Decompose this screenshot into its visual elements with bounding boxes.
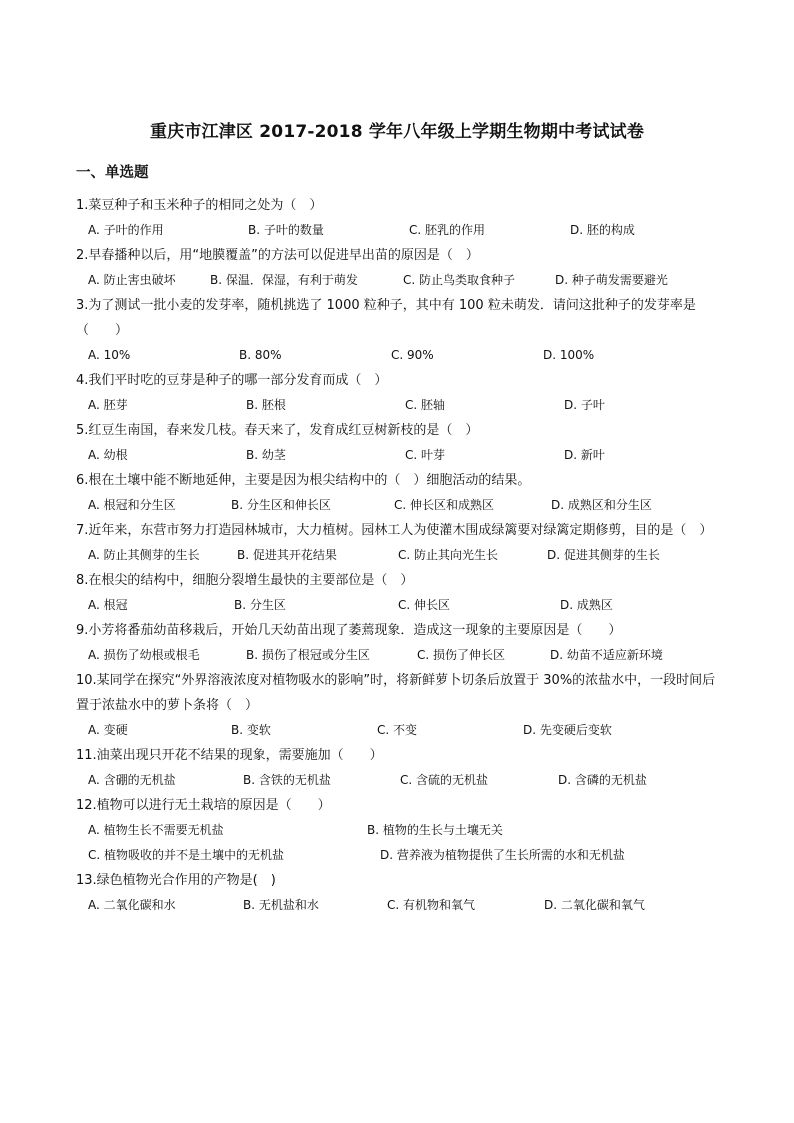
question-stem: 7.近年来，东营市努力打造园林城市，大力植树。园林工人为使灌木围成绿篱要对绿篱定期修剪，目的是（ ） (76, 523, 713, 538)
question-13 (76, 868, 726, 918)
option-row (76, 893, 726, 918)
option-row (76, 818, 726, 843)
question-stem: 8.在根尖的结构中，细胞分裂增生最快的主要部位是（ ） (76, 573, 414, 588)
option-a[interactable]: A. 防止其侧芽的生长 (88, 548, 200, 562)
option-c[interactable]: C. 有机物和氧气 (387, 898, 476, 912)
option-a[interactable]: A. 胚芽 (88, 398, 128, 412)
option-b[interactable]: B. 损伤了根冠或分生区 (246, 648, 370, 662)
option-c[interactable]: C. 含硫的无机盐 (400, 773, 489, 787)
question-12 (76, 793, 726, 868)
option-a[interactable]: A. 子叶的作用 (88, 223, 164, 237)
question-2 (76, 243, 726, 293)
question-8 (76, 568, 726, 618)
option-b[interactable]: B. 幼茎 (246, 448, 286, 462)
option-row (76, 443, 726, 468)
option-b[interactable]: B. 分生区和伸长区 (231, 498, 331, 512)
option-c[interactable]: C. 胚轴 (405, 398, 446, 412)
option-d[interactable]: D. 先变硬后变软 (523, 723, 612, 737)
option-a[interactable]: A. 二氧化碳和水 (88, 898, 176, 912)
option-d[interactable]: D. 新叶 (564, 448, 605, 462)
option-d[interactable]: D. 种子萌发需要避光 (555, 273, 668, 287)
option-a[interactable]: A. 幼根 (88, 448, 128, 462)
option-d[interactable]: D. 含磷的无机盐 (558, 773, 647, 787)
option-b[interactable]: B. 子叶的数量 (248, 223, 324, 237)
exam-title: 重庆市江津区 2017-2018 学年八年级上学期生物期中考试试卷 (149, 122, 645, 142)
option-a[interactable]: A. 损伤了幼根或根毛 (88, 648, 200, 662)
option-b[interactable]: B. 胚根 (246, 398, 286, 412)
question-stem: 11.油菜出现只开花不结果的现象，需要施加（ ） (76, 748, 383, 763)
option-row (76, 393, 726, 418)
option-row (76, 493, 726, 518)
option-a[interactable]: A. 根冠和分生区 (88, 498, 176, 512)
option-b[interactable]: B. 80% (239, 348, 282, 362)
question-1 (76, 193, 726, 243)
option-c[interactable]: C. 伸长区 (398, 598, 451, 612)
option-c[interactable]: C. 90% (391, 348, 434, 362)
option-a[interactable]: A. 防止害虫破坏 (88, 273, 176, 287)
question-stem: 5.红豆生南国，春来发几枝。春天来了，发育成红豆树新枝的是（ ） (76, 423, 479, 438)
question-5 (76, 418, 726, 468)
option-row (76, 543, 726, 568)
option-d[interactable]: D. 营养液为植物提供了生长所需的水和无机盐 (380, 848, 625, 862)
option-b[interactable]: B. 含铁的无机盐 (243, 773, 331, 787)
option-b[interactable]: B. 变软 (231, 723, 271, 737)
question-7 (76, 518, 726, 568)
question-stem: 12.植物可以进行无土栽培的原因是（ ） (76, 798, 331, 813)
option-row (76, 768, 726, 793)
option-row (76, 643, 726, 668)
option-a[interactable]: A. 植物生长不需要无机盐 (88, 823, 224, 837)
question-11 (76, 743, 726, 793)
section-heading: 一、单选题 (76, 165, 149, 181)
option-a[interactable]: A. 变硬 (88, 723, 128, 737)
option-d[interactable]: D. 100% (543, 348, 595, 362)
question-stem: 1.菜豆种子和玉米种子的相同之处为（ ） (76, 198, 323, 213)
option-b[interactable]: B. 保温．保湿，有利于萌发 (210, 273, 358, 287)
question-4 (76, 368, 726, 418)
question-10 (76, 668, 726, 743)
option-d[interactable]: D. 促进其侧芽的生长 (547, 548, 660, 562)
question-stem: 4.我们平时吃的豆芽是种子的哪一部分发育而成（ ） (76, 373, 388, 388)
option-c[interactable]: C. 防止其向光生长 (398, 548, 499, 562)
option-c[interactable]: C. 不变 (377, 723, 418, 737)
option-d[interactable]: D. 子叶 (564, 398, 605, 412)
option-d[interactable]: D. 成熟区和分生区 (551, 498, 652, 512)
option-b[interactable]: B. 无机盐和水 (243, 898, 319, 912)
option-a[interactable]: A. 根冠 (88, 598, 128, 612)
question-stem: 10.某同学在探究“外界溶液浓度对植物吸水的影响”时，将新鲜萝卜切条后放置于 30%的浓盐水中，一段时间后置于浓盐水中的萝卜条将（ ） (76, 673, 716, 713)
option-b[interactable]: B. 分生区 (234, 598, 286, 612)
option-row (76, 268, 726, 293)
option-row (76, 343, 726, 368)
option-row (76, 843, 726, 868)
option-c[interactable]: C. 损伤了伸长区 (417, 648, 506, 662)
option-d[interactable]: D. 二氧化碳和氧气 (544, 898, 645, 912)
question-stem: 3.为了测试一批小麦的发芽率，随机挑选了 1000 粒种子，其中有 100 粒未萌发．请问这批种子的发芽率是（ ） (76, 298, 696, 338)
option-row (76, 718, 726, 743)
question-stem: 6.根在土壤中能不断地延伸，主要是因为根尖结构中的（ ）细胞活动的结果。 (76, 473, 531, 488)
option-d[interactable]: D. 幼苗不适应新环境 (550, 648, 663, 662)
question-stem: 2.早春播种以后，用“地膜覆盖”的方法可以促进早出苗的原因是（ ） (76, 248, 479, 263)
option-b[interactable]: B. 促进其开花结果 (237, 548, 337, 562)
option-row (76, 593, 726, 618)
option-a[interactable]: A. 含硼的无机盐 (88, 773, 176, 787)
question-9 (76, 618, 726, 668)
option-c[interactable]: C. 胚乳的作用 (409, 223, 486, 237)
option-c[interactable]: C. 植物吸收的并不是土壤中的无机盐 (88, 848, 285, 862)
option-d[interactable]: D. 胚的构成 (570, 223, 635, 237)
question-6 (76, 468, 726, 518)
option-c[interactable]: C. 伸长区和成熟区 (394, 498, 495, 512)
option-b[interactable]: B. 植物的生长与土壤无关 (367, 823, 503, 837)
question-stem: 13.绿色植物光合作用的产物是( ) (76, 873, 276, 888)
question-3 (76, 293, 726, 368)
option-c[interactable]: C. 防止鸟类取食种子 (403, 273, 516, 287)
option-c[interactable]: C. 叶芽 (405, 448, 446, 462)
option-row (76, 218, 726, 243)
question-stem: 9.小芳将番茄幼苗移栽后，开始几天幼苗出现了萎蔫现象．造成这一现象的主要原因是（ ） (76, 623, 622, 638)
question-list (76, 193, 726, 918)
option-d[interactable]: D. 成熟区 (560, 598, 613, 612)
option-a[interactable]: A. 10% (88, 348, 131, 362)
